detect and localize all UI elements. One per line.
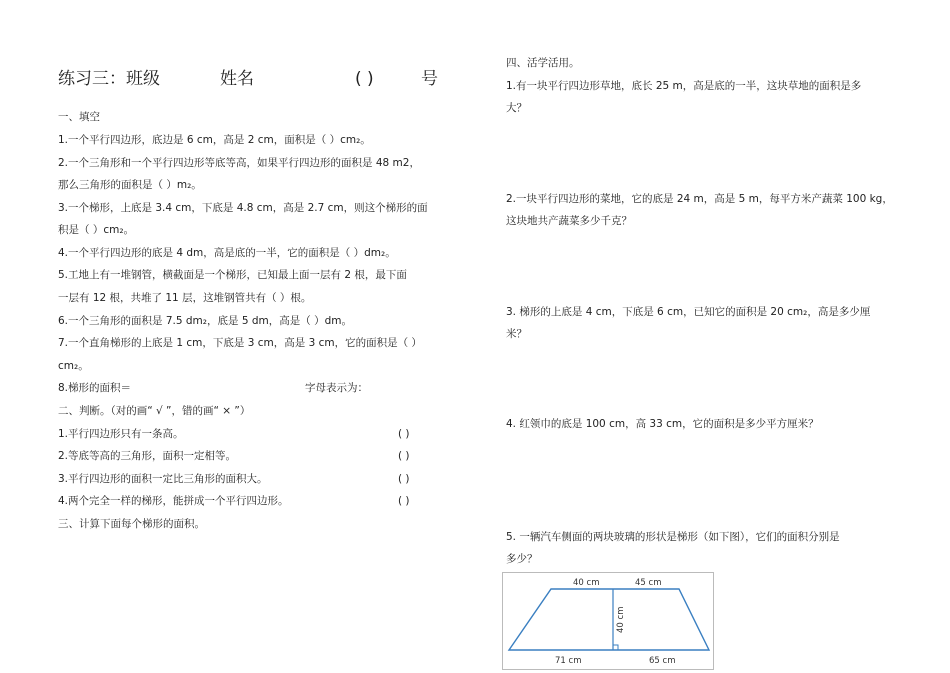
worksheet-title: 练习三：班级 — [58, 69, 160, 89]
fill-q5-line2: 一层有 12 根，共堆了 11 层，这堆钢管共有（ ）根。 — [58, 292, 312, 304]
label-height: 40 cm — [616, 606, 626, 633]
judge-q2-paren: ( ) — [398, 450, 410, 462]
name-label: 姓名 — [220, 69, 254, 89]
apply-p1-line2: 大？ — [506, 102, 527, 114]
label-bottom-right: 65 cm — [649, 656, 676, 666]
number-paren: ( ) — [355, 69, 374, 89]
apply-p4: 4. 红领巾的底是 100 cm，高 33 cm，它的面积是多少平方厘米？ — [506, 418, 819, 430]
trapezoid-diagram — [503, 573, 713, 669]
judge-q3-paren: ( ) — [398, 473, 410, 485]
fill-q2-line2: 那么三角形的面积是（ ）m₂。 — [58, 179, 202, 191]
section-apply: 四、活学活用。 — [506, 57, 580, 69]
judge-q3: 3.平行四边形的面积一定比三角形的面积大。 — [58, 473, 268, 485]
apply-p5-line1: 5. 一辆汽车侧面的两块玻璃的形状是梯形（如下图），它们的面积分别是 — [506, 531, 840, 543]
number-label: 号 — [421, 69, 438, 89]
section-fill-in: 一、填空 — [58, 111, 100, 123]
fill-q5-line1: 5.工地上有一堆钢管，横截面是一个梯形，已知最上面一层有 2 根，最下面 — [58, 269, 407, 281]
fill-q2-line1: 2.一个三角形和一个平行四边形等底等高，如果平行四边形的面积是 48 m2， — [58, 157, 420, 169]
judge-q1: 1.平行四边形只有一条高。 — [58, 428, 184, 440]
judge-q4-paren: ( ) — [398, 495, 410, 507]
fill-q7-line2: cm₂。 — [58, 360, 89, 372]
trapezoid-figure — [502, 572, 714, 670]
trapezoid-shape — [509, 589, 709, 650]
fill-q8-formula: 8.梯形的面积＝ — [58, 382, 132, 394]
judge-q1-paren: ( ) — [398, 428, 410, 440]
apply-p2-line2: 这块地共产蔬菜多少千克？ — [506, 215, 632, 227]
section-judge: 二、判断。（对的画“ √ ”，错的画“ × ”） — [58, 405, 251, 417]
fill-q3-line2: 积是（ ）cm₂。 — [58, 224, 135, 236]
fill-q1: 1.一个平行四边形，底边是 6 cm，高是 2 cm，面积是（ ）cm₂。 — [58, 134, 371, 146]
apply-p5-line2: 多少？ — [506, 553, 538, 565]
label-top-right: 45 cm — [635, 578, 662, 588]
fill-q8-letters: 字母表示为： — [305, 382, 368, 394]
judge-q4: 4.两个完全一样的梯形，能拼成一个平行四边形。 — [58, 495, 289, 507]
right-angle-mark — [613, 645, 618, 650]
fill-q7-line1: 7.一个直角梯形的上底是 1 cm，下底是 3 cm，高是 3 cm，它的面积是（ ） — [58, 337, 422, 349]
label-top-left: 40 cm — [573, 578, 600, 588]
label-bottom-left: 71 cm — [555, 656, 582, 666]
judge-q2: 2.等底等高的三角形，面积一定相等。 — [58, 450, 237, 462]
apply-p3-line2: 米？ — [506, 328, 527, 340]
fill-q3-line1: 3.一个梯形，上底是 3.4 cm，下底是 4.8 cm，高是 2.7 cm，则这个梯形的面 — [58, 202, 428, 214]
apply-p2-line1: 2.一块平行四边形的菜地，它的底是 24 m，高是 5 m，每平方米产蔬菜 100 kg， — [506, 193, 893, 205]
apply-p3-line1: 3. 梯形的上底是 4 cm，下底是 6 cm，已知它的面积是 20 cm₂，高是多少厘 — [506, 306, 871, 318]
fill-q4: 4.一个平行四边形的底是 4 dm，高是底的一半，它的面积是（ ）dm₂。 — [58, 247, 396, 259]
apply-p1-line1: 1.有一块平行四边形草地，底长 25 m，高是底的一半，这块草地的面积是多 — [506, 80, 862, 92]
fill-q6: 6.一个三角形的面积是 7.5 dm₂，底是 5 dm，高是（ ）dm。 — [58, 315, 352, 327]
section-compute: 三、计算下面每个梯形的面积。 — [58, 518, 205, 530]
